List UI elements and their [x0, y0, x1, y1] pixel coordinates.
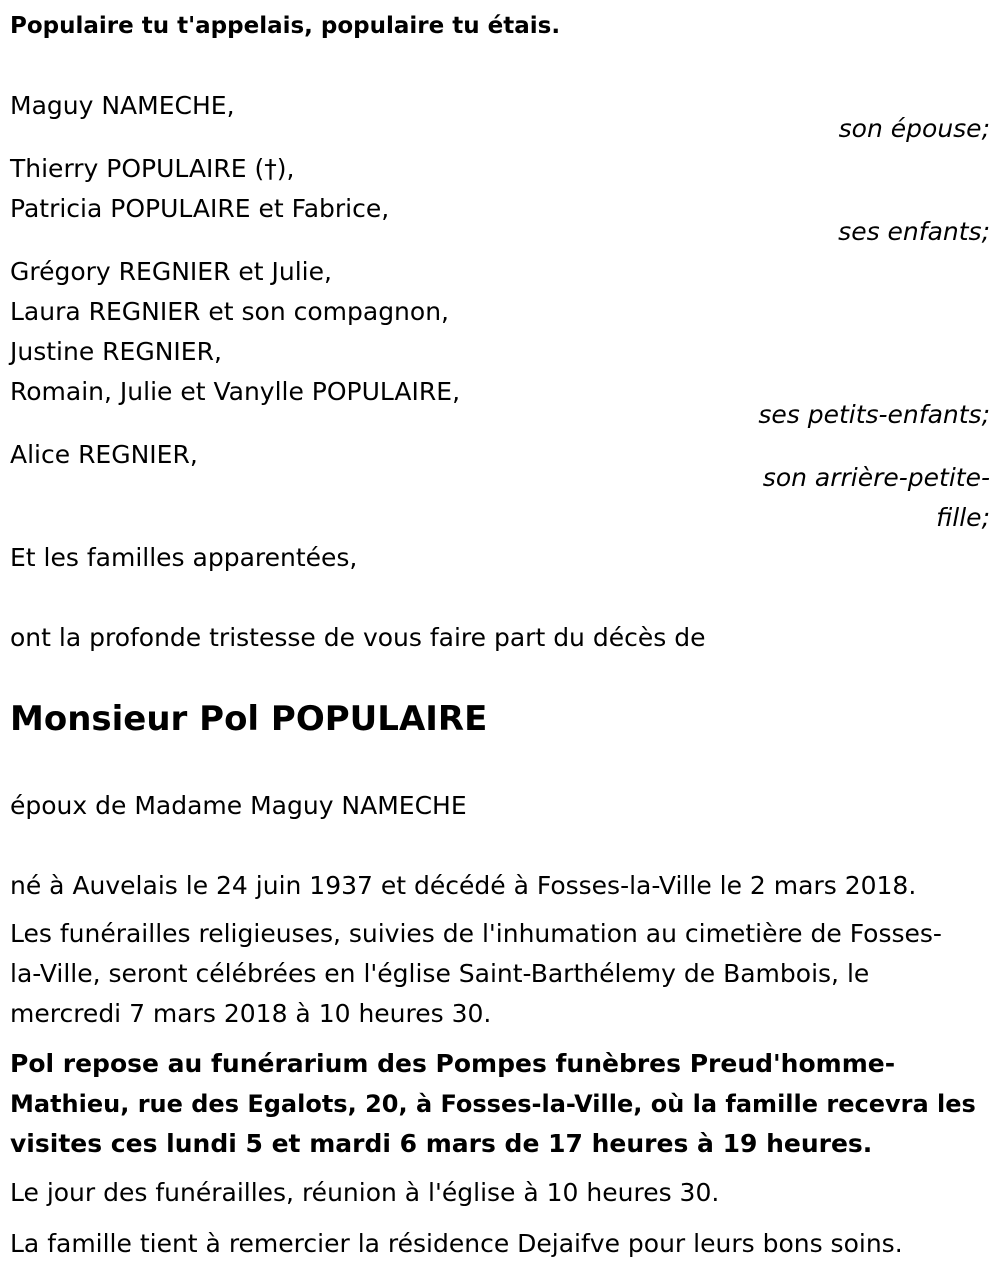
grandchildren-role: ses petits-enfants;: [758, 400, 990, 429]
thanks-text: La famille tient à remercier la résidence Dejaifve pour leurs bons soins.: [10, 1229, 903, 1258]
great-grandchild-role-line2: fille;: [936, 503, 990, 532]
child-name: Patricia POPULAIRE et Fabrice,: [10, 194, 390, 223]
grandchild-name: Grégory REGNIER et Julie,: [10, 257, 332, 286]
grandchild-name: Romain, Julie et Vanylle POPULAIRE,: [10, 377, 461, 406]
funeral-line: Les funérailles religieuses, suivies de l'inhumation au cimetière de Fosses-: [10, 919, 942, 948]
spouse-of-text: époux de Madame Maguy NAMECHE: [10, 791, 467, 820]
funeral-line: la-Ville, seront célébrées en l'église Saint-Barthélemy de Bambois, le: [10, 959, 870, 988]
grandchild-name: Justine REGNIER,: [10, 337, 222, 366]
spouse-role: son épouse;: [838, 114, 990, 143]
great-grandchild-role-line1: son arrière-petite-: [762, 463, 990, 492]
great-grandchild-name: Alice REGNIER,: [10, 440, 198, 469]
children-role: ses enfants;: [838, 217, 990, 246]
visitation-line: visites ces lundi 5 et mardi 6 mars de 17 heures à 19 heures.: [10, 1129, 873, 1158]
child-name: Thierry POPULAIRE (†),: [10, 154, 295, 183]
meeting-text: Le jour des funérailles, réunion à l'église à 10 heures 30.: [10, 1178, 720, 1207]
header-quote: Populaire tu t'appelais, populaire tu étais.: [10, 13, 561, 39]
related-families: Et les familles apparentées,: [10, 543, 358, 572]
deceased-name: Monsieur Pol POPULAIRE: [10, 699, 488, 739]
spouse-name: Maguy NAMECHE,: [10, 91, 235, 120]
announcement-text: ont la profonde tristesse de vous faire part du décès de: [10, 623, 706, 652]
grandchild-name: Laura REGNIER et son compagnon,: [10, 297, 449, 326]
visitation-line: Mathieu, rue des Egalots, 20, à Fosses-la-Ville, où la famille recevra les: [10, 1090, 976, 1118]
visitation-line: Pol repose au funérarium des Pompes funèbres Preud'homme-: [10, 1049, 896, 1078]
funeral-line: mercredi 7 mars 2018 à 10 heures 30.: [10, 999, 492, 1028]
birth-death-text: né à Auvelais le 24 juin 1937 et décédé à Fosses-la-Ville le 2 mars 2018.: [10, 871, 917, 900]
